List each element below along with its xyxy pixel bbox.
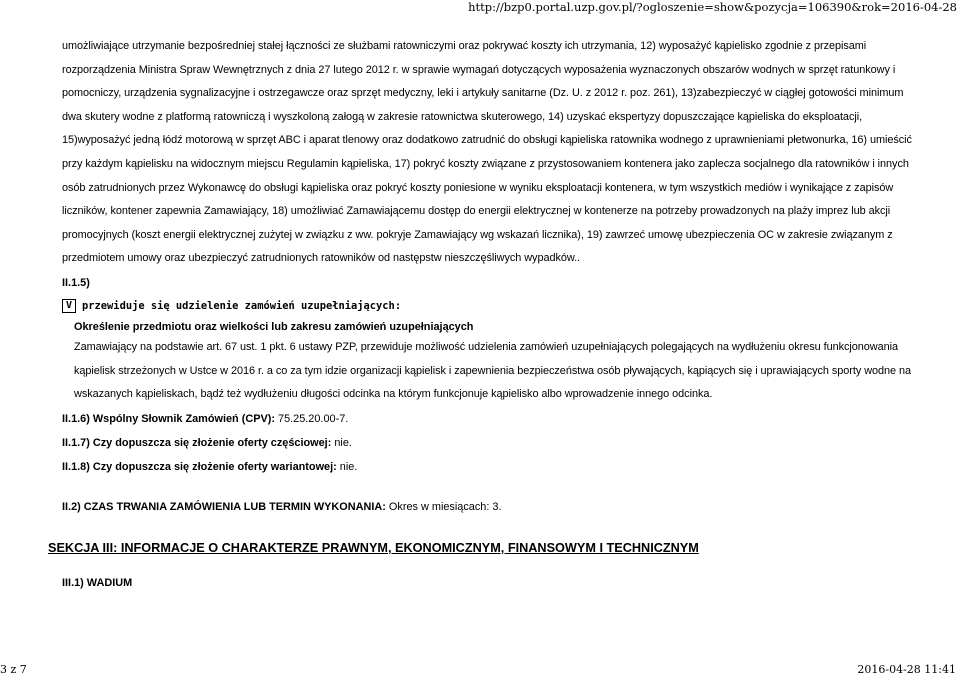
variant-offer-value: nie. — [339, 460, 358, 473]
section-III-title: SEKCJA III: INFORMACJE O CHARAKTERZE PRAWNYM, EKONOMICZNYM, FINANSOWYM I TECHNICZNYM — [48, 540, 699, 555]
duration-value: Okres w miesiącach: 3. — [388, 500, 502, 513]
checked-box: V — [62, 299, 76, 313]
print-datetime: 2016-04-28 11:41 — [857, 663, 956, 676]
supplementary-orders-row — [62, 298, 922, 314]
partial-offer-row — [62, 435, 922, 451]
supplementary-orders-description: Zamawiający na podstawie art. 67 ust. 1 pkt. 6 ustawy PZP, przewiduje możliwość udzielenia zamówień uzupełniających polegających na wydłużeniu okresu funkcjonowania kąpielisk strzeżonych w Ustce w 2016 r. a co za tym idzie organizacji kąpielisk i zapewnienia bezpieczeństwa osób pływających, kąpiących się i uprawiających sporty wodne na wskazanych kąpieliskach, bądź też wydłużeniu długości odcinka na którym funkcjonuje kąpielisko albo wprowadzenie innego odcinka. — [74, 340, 912, 401]
duration-label: II.2) CZAS TRWANIA ZAMÓWIENIA LUB TERMIN WYKONANIA: — [62, 500, 386, 513]
wadium-heading: III.1) WADIUM — [62, 576, 133, 589]
cpv-row — [62, 411, 922, 427]
supplementary-orders-subheading: Określenie przedmiotu oraz wielkości lub zakresu zamówień uzupełniających — [74, 320, 474, 333]
cpv-value: 75.25.20.00-7. — [278, 412, 349, 425]
variant-offer-row — [62, 459, 922, 475]
page-counter: 3 z 7 — [0, 663, 27, 676]
document-body — [48, 38, 922, 591]
partial-offer-label: II.1.7) Czy dopuszcza się złożenie oferty częściowej: — [62, 436, 332, 449]
order-scope-paragraph: umożliwiające utrzymanie bezpośredniej stałej łączności ze służbami ratowniczymi oraz pokrywać koszty ich utrzymania, 12) wyposażyć kąpielisko zgodnie z przepisami rozporządzenia Ministra Spraw Wewnętrznych z dnia 27 lutego 2012 r. w sprawie wymagań dotyczących wyposażenia wyznaczonych obszarów wodnych w sprzęt ratunkowy i pomocniczy, urządzenia sygnalizacyjne i ostrzegawcze oraz sprzęt medyczny, leki i artykuły sanitarne (Dz. U. z 2012 r. poz. 261), 13)zabezpieczyć w ciągłej gotowości minimum dwa skutery wodne z platformą ratowniczą i wyszkoloną załogą w zakresie ratownictwa skuterowego, 14) uzyskać ekspertyzy dopuszczające kąpieliska do eksploatacji, 15)wyposażyć jedną łódź motorową w sprzęt ABC i aparat tlenowy oraz dodatkowo zatrudnić do obsługi kąpieliska ratownika wodnego z uprawnieniami płetwonurka, 16) umieścić przy każdym kąpielisku na widocznym miejscu Regulamin kąpieliska, 17) pokryć koszty związane z przystosowaniem kontenera jako zaplecza socjalnego dla ratowników i innych osób zatrudnionych przez Wykonawcę do obsługi kąpieliska oraz pokryć koszty poniesione w wyniku eksploatacji kontenera, w tym wszystkich mediów i wynikające z zapisów liczników, kontener zapewnia Zamawiający, 18) umożliwiać Zamawiającemu dostęp do energii elektrycznej w kontenerze na potrzeby prowadzonych na plaży imprez lub akcji promocyjnych (koszt energii elektrycznej zużytej w związku z ww. pokryje Zamawiający wg wskazań licznika), 19) zawrzeć umowę ubezpieczenia OC w zakresie związanym z przedmiotem umowy oraz ubezpieczyć zatrudnionych ratowników od następstw nieszczęśliwych wypadków.. — [62, 40, 912, 265]
section-III-heading — [48, 540, 922, 557]
supplementary-orders-label: przewiduje się udzielenie zamówień uzupełniających: — [82, 299, 402, 312]
section-II-1-5: II.1.5) — [62, 276, 90, 289]
duration-row — [62, 499, 922, 515]
cpv-label: II.1.6) Wspólny Słownik Zamówień (CPV): — [62, 412, 275, 425]
variant-offer-label: II.1.8) Czy dopuszcza się złożenie oferty wariantowej: — [62, 460, 337, 473]
page-url: http://bzp0.portal.uzp.gov.pl/?ogloszenie=show&pozycja=106390&rok=2016-04-28 — [468, 0, 957, 14]
partial-offer-value: nie. — [334, 436, 352, 449]
